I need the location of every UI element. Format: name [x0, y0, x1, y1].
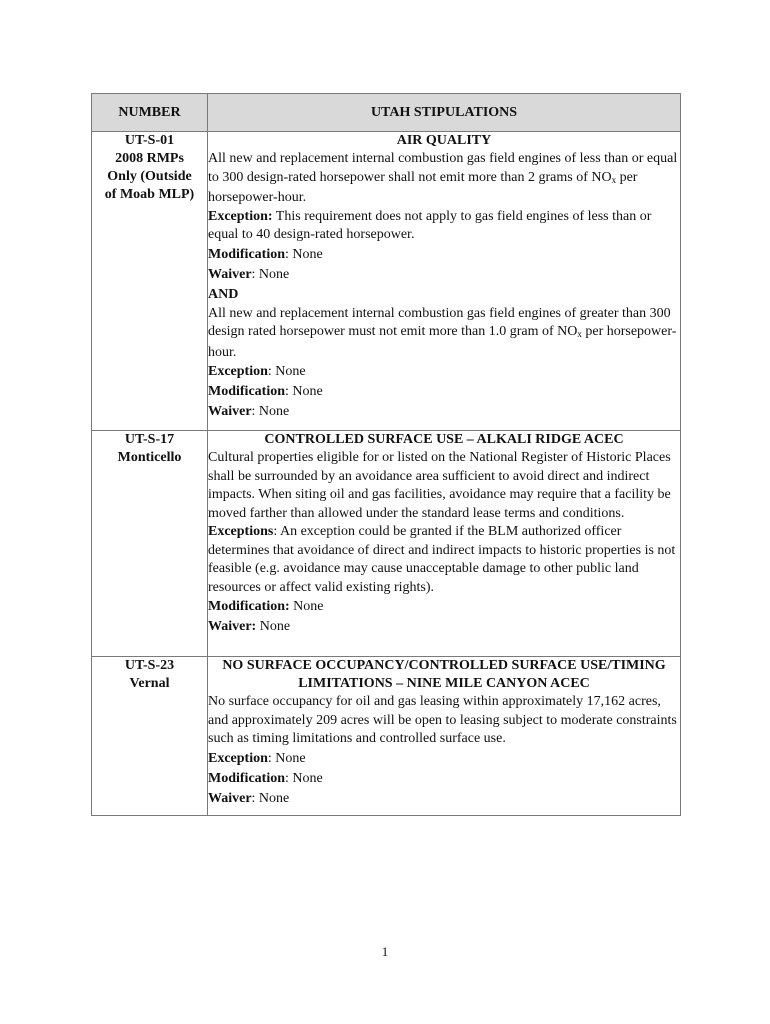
modification-item [208, 597, 680, 617]
waiver-item [208, 617, 680, 637]
paragraph: Cultural properties eligible for or listed on the National Register of Historic Places shall be surrounded by an avoidance area sufficient to avoid direct and indirect impacts. When siting oil and gas facilities, avoidance may require that a facility be moved farther than allowed under the standard lease terms and conditions. [208, 450, 671, 521]
stipulation-scope: Vernal [129, 676, 170, 691]
modification-item [208, 245, 680, 265]
stipulation-scope: of Moab MLP) [104, 187, 195, 202]
paragraph: No surface occupancy for oil and gas leasing within approximately 17,162 acres, and approximately 209 acres will be open to leasing subject to moderate constraints such as timing limitations and controlled surface use. [208, 694, 677, 746]
subscript: x [611, 174, 617, 185]
stipulation-number-cell [92, 132, 208, 431]
section-title: AIR QUALITY [396, 133, 492, 148]
header-number: NUMBER [92, 94, 208, 132]
header-utah-stipulations: UTAH STIPULATIONS [208, 94, 681, 132]
waiver-text: : None [251, 404, 290, 419]
paragraph-text: per horsepower-hour. [208, 324, 677, 360]
waiver-label: Waiver: [208, 619, 257, 634]
table-row [92, 657, 681, 816]
exception-label: Exception [208, 750, 268, 766]
waiver-item [208, 402, 680, 422]
waiver-label: Waiver [208, 404, 252, 419]
stipulations-table [91, 93, 681, 816]
table-header-row [92, 94, 681, 132]
stipulation-scope: Monticello [117, 450, 182, 465]
stipulation-body [208, 431, 681, 657]
waiver-text: None [256, 619, 291, 634]
stipulation-scope: Only (Outside [107, 169, 192, 184]
paragraph-text: All new and replacement internal combustion gas field engines of greater than 300 design rated horsepower must not emit more than 1.0 gram of NO [208, 305, 671, 339]
modification-text: : None [285, 770, 323, 786]
modification-label: Modification [208, 384, 285, 399]
modification-label: Modification: [208, 599, 290, 614]
table-row [92, 132, 681, 431]
stipulation-scope: 2008 RMPs [115, 151, 184, 166]
modification-label: Modification [208, 246, 285, 262]
exceptions-item [208, 523, 680, 597]
exception-text: : None [267, 750, 306, 766]
waiver-label: Waiver [208, 266, 252, 282]
modification-text: : None [285, 246, 323, 262]
waiver-item [208, 789, 680, 809]
stipulation-number: UT-S-01 [124, 133, 175, 148]
stipulation-number-cell [92, 431, 208, 657]
stipulation-number-cell [92, 657, 208, 816]
section-title: NO SURFACE OCCUPANCY/CONTROLLED SURFACE USE/TIMING LIMITATIONS – NINE MILE CANYON ACEC [222, 658, 666, 691]
paragraph-text: per horsepower-hour. [208, 169, 638, 205]
modification-text: None [289, 599, 324, 614]
exception-label: Exception [208, 364, 268, 379]
stipulation-body [208, 657, 681, 816]
paragraph [208, 305, 680, 363]
waiver-text: : None [251, 790, 290, 806]
waiver-text: : None [251, 266, 290, 282]
exception-item [208, 208, 680, 245]
table-row [92, 431, 681, 657]
subscript: x [577, 329, 582, 339]
exception-item [208, 362, 680, 382]
modification-label: Modification [208, 770, 285, 786]
paragraph [208, 150, 680, 208]
exceptions-label: Exceptions [208, 524, 274, 539]
modification-text: : None [285, 384, 323, 399]
waiver-item [208, 265, 680, 285]
modification-item [208, 382, 680, 402]
exception-item [208, 749, 680, 769]
section-title: CONTROLLED SURFACE USE – ALKALI RIDGE ACEC [264, 432, 624, 447]
stipulation-body [208, 132, 681, 431]
exception-label: Exception: [208, 208, 273, 224]
exception-text: This requirement does not apply to gas field engines of less than or equal to 40 design-rated horsepower. [208, 208, 652, 242]
stipulation-number: UT-S-23 [124, 658, 175, 673]
exceptions-text: : An exception could be granted if the BLM authorized officer determines that avoidance of direct and indirect impacts to historic properties is not feasible (e.g. avoidance may cause unacceptable damage to other public land resources or affect valid existing rights). [208, 524, 676, 595]
waiver-label: Waiver [208, 790, 252, 806]
exception-text: : None [267, 364, 306, 379]
and-label: AND [208, 286, 239, 302]
paragraph-text: All new and replacement internal combustion gas field engines of less than or equal to 300 design-rated horsepower shall not emit more than 2 grams of NO [208, 151, 678, 185]
page-number: 1 [381, 944, 389, 959]
stipulation-number: UT-S-17 [124, 432, 175, 447]
modification-item [208, 769, 680, 789]
